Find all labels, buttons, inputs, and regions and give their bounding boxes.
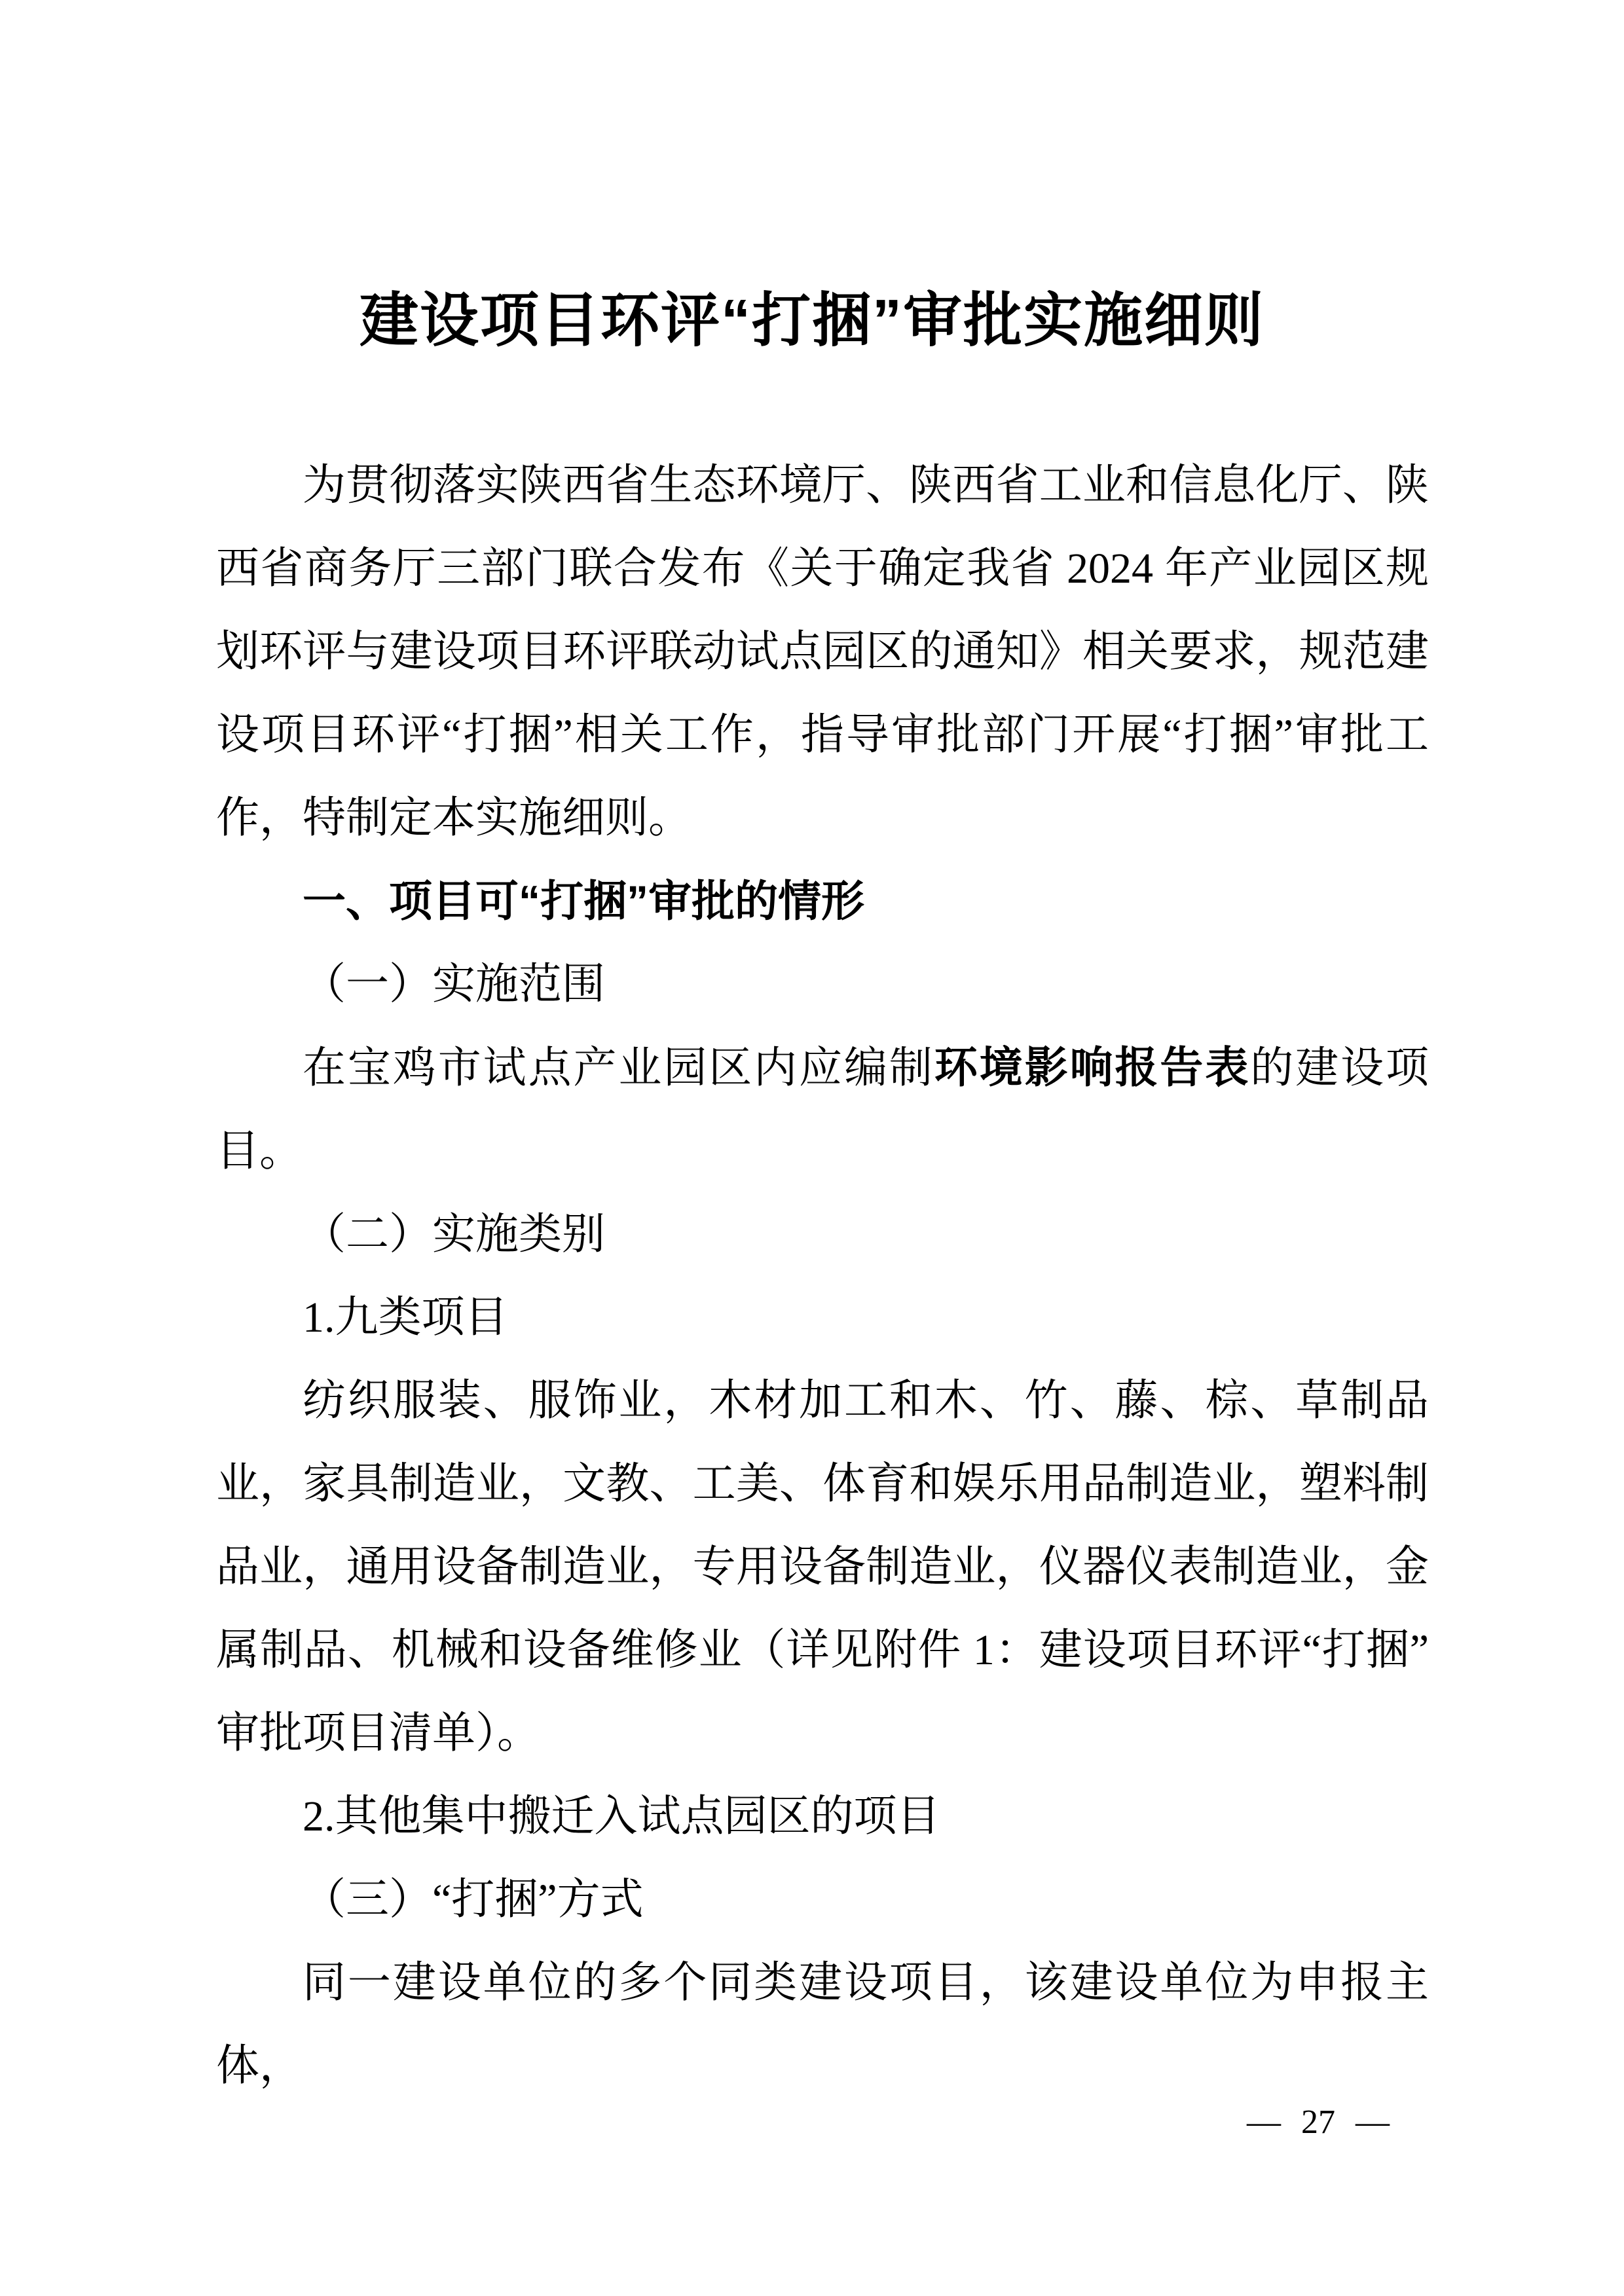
paragraph-nine-categories: 纺织服装、服饰业，木材加工和木、竹、藤、棕、草制品业，家具制造业，文教、工美、体育和娱乐用品制造业，塑料制品业，通用设备制造业，专用设备制造业，仪器仪表制造业，金属制品、机械和设备维修业（详见附件 1：建设项目环评“打捆”审批项目清单）。 (216, 1377, 1429, 1757)
paragraph-scope (216, 1026, 1429, 1193)
section-1-heading: 一、项目可“打捆”审批的情形 (303, 877, 864, 925)
item-1-label: 1.九类项目 (303, 1294, 508, 1341)
subsection-3-label: （三）“打捆”方式 (303, 1876, 644, 1923)
document-title: 建设项目环评“打捆”审批实施细则 (360, 288, 1264, 354)
subsection-1-label: （一）实施范围 (303, 960, 605, 1008)
item-2-label: 2.其他集中搬迁入试点园区的项目 (303, 1793, 940, 1840)
paragraph-intro: 为贯彻落实陕西省生态环境厅、陕西省工业和信息化厅、陕西省商务厅三部门联合发布《关于确定我省 2024 年产业园区规划环评与建设项目环评联动试点园区的通知》相关要求，规范建设项目环评“打捆”相关工作，指导审批部门开展“打捆”审批工作，特制定本实施细则。 (216, 462, 1429, 842)
document-body (216, 444, 1429, 2107)
scope-text-prefix: 在宝鸡市试点产业园区内应编制 (303, 1044, 934, 1092)
scope-text-emphasis: 环境影响报告表 (934, 1043, 1251, 1091)
page-number: — 27 — (1247, 2104, 1390, 2141)
paragraph-bundle-method: 同一建设单位的多个同类建设项目，该建设单位为申报主体， (216, 1959, 1429, 2090)
subsection-2-label: （二）实施类别 (303, 1211, 605, 1258)
scope-text-suffix: 的建设项目。 (216, 1044, 1430, 1175)
